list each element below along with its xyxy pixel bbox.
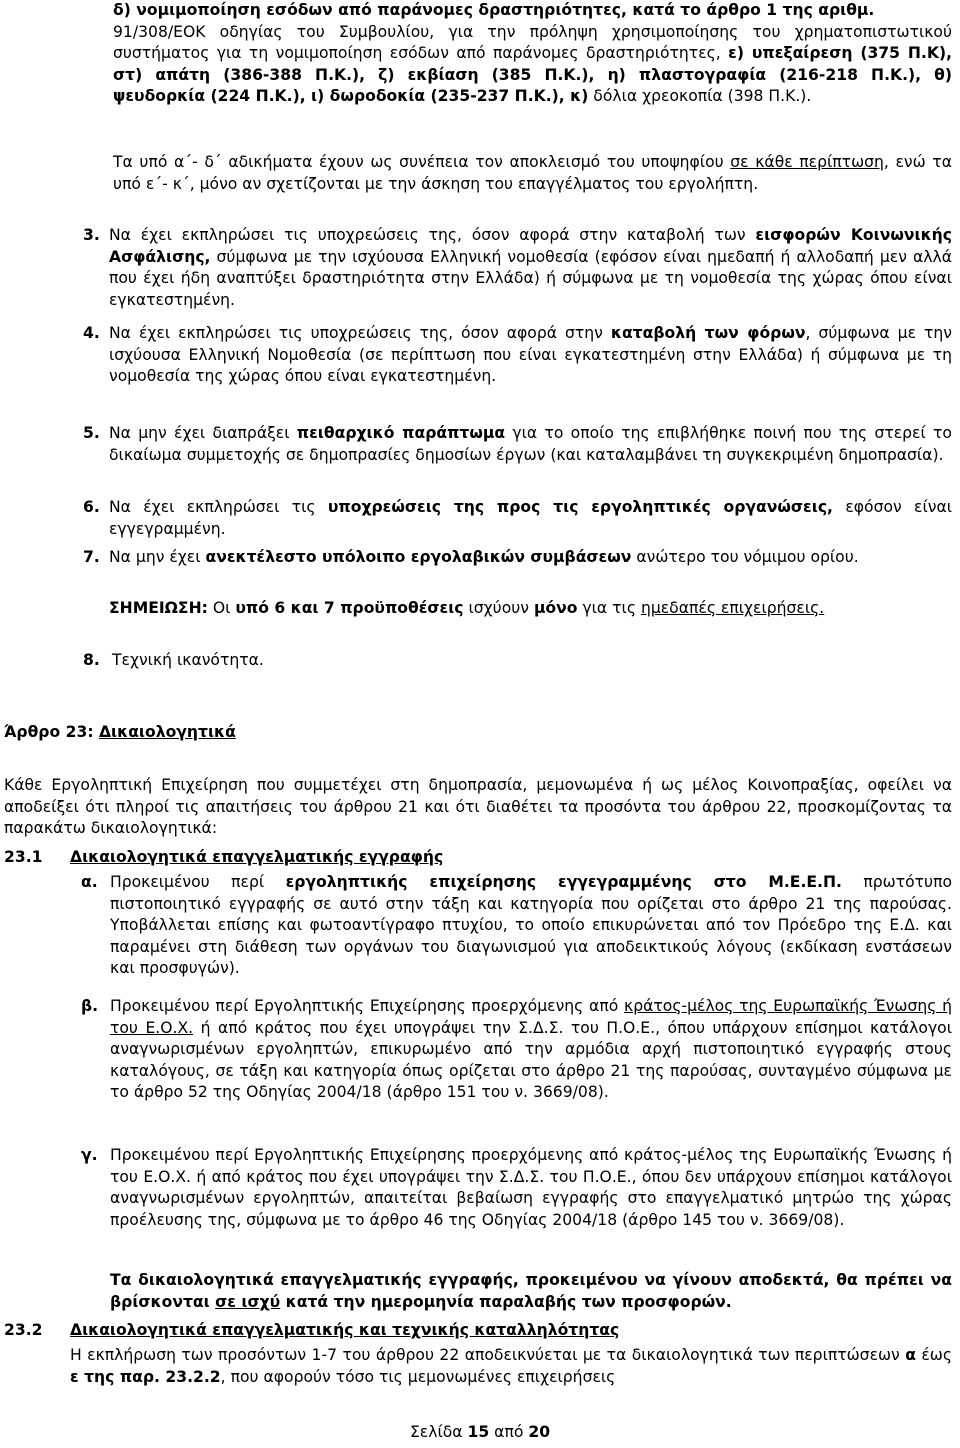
page-footer: Σελίδα 15 από 20 (409, 1423, 551, 1441)
section-23-1-item-a: α. Προκειμένου περί εργοληπτικής επιχείρησης εγγεγραμμένης στο Μ.Ε.Ε.Π. πρωτότυπο πιστοποιητικό εγγραφής σε αυτό στην τάξη και κατηγορία που ορίζεται στο άρθρο 21 της παρούσας. Υποβάλλεται επίσης και φωτοαντίγραφο πτυχίου, το οποίο επικυρώνεται από τον Πρόεδρο της Ε.Δ. και παραμένει στη διάθεση των οργάνων του διαγωνισμού για αποδεικτικούς λόγους (εκδίκαση ενστάσεων και προσφυγών). (81, 873, 952, 978)
section-23-1-heading: 23.1 Δικαιολογητικά επαγγελματικής εγγραφής (4, 848, 444, 866)
section-23-1-item-c: γ. Προκειμένου περί Εργοληπτικής Επιχείρησης προερχόμενης από κράτος-μέλος της Ευρωπαϊκής Ένωσης ή του Ε.Ο.Χ. ή από κράτος που έχει υπογράψει την Σ.Δ.Σ. του Π.Ο.Ε., όπου δεν υπάρχουν επίσημοι κατάλογοι αναγνωρισμένων εργοληπτών, απαιτείται βεβαίωση εγγραφής στο επαγγελματικό μητρώο της χώρας προέλευσης της, σύμφωνα με το άρθρο 46 της Οδηγίας 2004/18 (άρθρο 145 του ν. 3669/08). (81, 1146, 952, 1229)
article-heading: Άρθρο 23: Δικαιολογητικά (4, 723, 236, 741)
article-intro-paragraph: Κάθε Εργοληπτική Επιχείρηση που συμμετέχει στη δημοπρασία, μεμονωμένα ή ως μέλος Κοινοπραξίας, οφείλει να αποδείξει ότι πληροί τις απαιτήσεις του άρθρου 21 και ότι διαθέτει τα προσόντα του άρθρου 22, προσκομίζοντας τα παρακάτω δικαιολογητικά: (4, 776, 952, 838)
requirement-item-7: 7. Να μην έχει ανεκτέλεστο υπόλοιπο εργολαβικών συμβάσεων ανώτερο του νόμιμου ορίου. (83, 548, 859, 566)
offense-consequence-paragraph: Τα υπό α΄- δ΄ αδικήματα έχουν ως συνέπεια τον αποκλεισμό του υποψηφίου σε κάθε περίπτωση, ενώ τα υπό ε΄- κ΄, μόνο αν σχετίζονται με την άσκηση του επαγγέλματος του εργολήπτη. (113, 153, 952, 193)
offense-line-rest: 91/308/ΕΟΚ οδηγίας του Συμβουλίου, για την πρόληψη χρησιμοποίησης του χρηματοπιστωτικού συστήματος για τη νομιμοποίηση εσόδων από παράνομες δραστηριότητες, ε) υπεξαίρεση (375 Π.Κ), στ) απάτη (386-388 Π.Κ.), ζ) εκβίαση (385 Π.Κ.), η) πλαστογραφία (216-218 Π.Κ.), θ) ψευδορκία (224 Π.Κ.), ι) δωροδοκία (235-237 Π.Κ.), κ) δόλια χρεοκοπία (398 Π.Κ.). (113, 22, 952, 106)
section-23-1-validity-note: Τα δικαιολογητικά επαγγελματικής εγγραφής, προκειμένου να γίνουν αποδεκτά, θα πρέπει να βρίσκονται σε ισχύ κατά την ημερομηνία παραλαβής των προσφορών. (110, 1271, 952, 1311)
section-23-1-item-b: β. Προκειμένου περί Εργοληπτικής Επιχείρησης προερχόμενης από κράτος-μέλος της Ευρωπαϊκής Ένωσης ή του Ε.Ο.Χ. ή από κράτος που έχει υπογράψει την Σ.Δ.Σ. του Π.Ο.Ε., όπου υπάρχουν επίσημοι κατάλογοι αναγνωρισμένων εργοληπτών, επικυρωμένο από την αρμόδια αρχή πιστοποιητικό εγγραφής στους καταλόγους, σε τάξη και κατηγορία όπως ορίζεται στο άρθρο 21 της παρούσας, συνταγμένο σύμφωνα με το άρθρο 52 της Οδηγίας 2004/18 (άρθρο 151 του ν. 3669/08). (81, 997, 953, 1102)
requirement-item-3: 3. Να έχει εκπληρώσει τις υποχρεώσεις της, όσον αφορά στην καταβολή των εισφορών Κοινωνικής Ασφάλισης, σύμφωνα με την ισχύουσα Ελληνική νομοθεσία (εφόσον είναι ημεδαπή ή αλλοδαπή μεν αλλά που έχει ήδη αναπτύξει δραστηριότητα στην Ελλάδα) ή σύμφωνα με τη νομοθεσία της χώρας όπου είναι εγκατεστημένη. (83, 226, 952, 309)
requirement-item-4: 4. Να έχει εκπληρώσει τις υποχρεώσεις της, όσον αφορά στην καταβολή των φόρων, σύμφωνα με την ισχύουσα Ελληνική Νομοθεσία (σε περίπτωση που είναι εγκατεστημένη στην Ελλάδα) ή σύμφωνα με τη νομοθεσία της χώρας όπου είναι εγκατεστημένη. (83, 324, 952, 386)
requirement-item-6: 6. Να έχει εκπληρώσει τις υποχρεώσεις της προς τις εργοληπτικές οργανώσεις, εφόσον είναι εγγεγραμμένη. (83, 498, 953, 538)
current-page-number: 15 (467, 1423, 490, 1441)
section-23-2-heading: 23.2 Δικαιολογητικά επαγγελματικής και τεχνικής καταλληλότητας (4, 1321, 620, 1339)
note-paragraph: ΣΗΜΕΙΩΣΗ: Οι υπό 6 και 7 προϋποθέσεις ισχύουν μόνο για τις ημεδαπές επιχειρήσεις. (109, 599, 825, 617)
section-23-2-paragraph: Η εκπλήρωση των προσόντων 1-7 του άρθρου 22 αποδεικνύεται με τα δικαιολογητικά των περιπτώσεων α έως ε της παρ. 23.2.2, που αφορούν τόσο τις μεμονωμένες επιχειρήσεις (70, 1346, 952, 1386)
requirement-item-8: 8. Τεχνική ικανότητα. (83, 651, 264, 669)
requirement-item-5: 5. Να μην έχει διαπράξει πειθαρχικό παράπτωμα για το οποίο της επιβλήθηκε ποινή που της στερεί το δικαίωμα συμμετοχής σε δημοπρασίες δημοσίων έργων (και καταλαμβάνει τη συγκεκριμένη δημοπρασία). (83, 424, 952, 464)
offense-list-paragraph (113, 0, 952, 108)
total-pages: 20 (528, 1423, 551, 1441)
offense-line-1: δ) νομιμοποίηση εσόδων από παράνομες δραστηριότητες, κατά το άρθρο 1 της αριθμ. (113, 1, 875, 19)
